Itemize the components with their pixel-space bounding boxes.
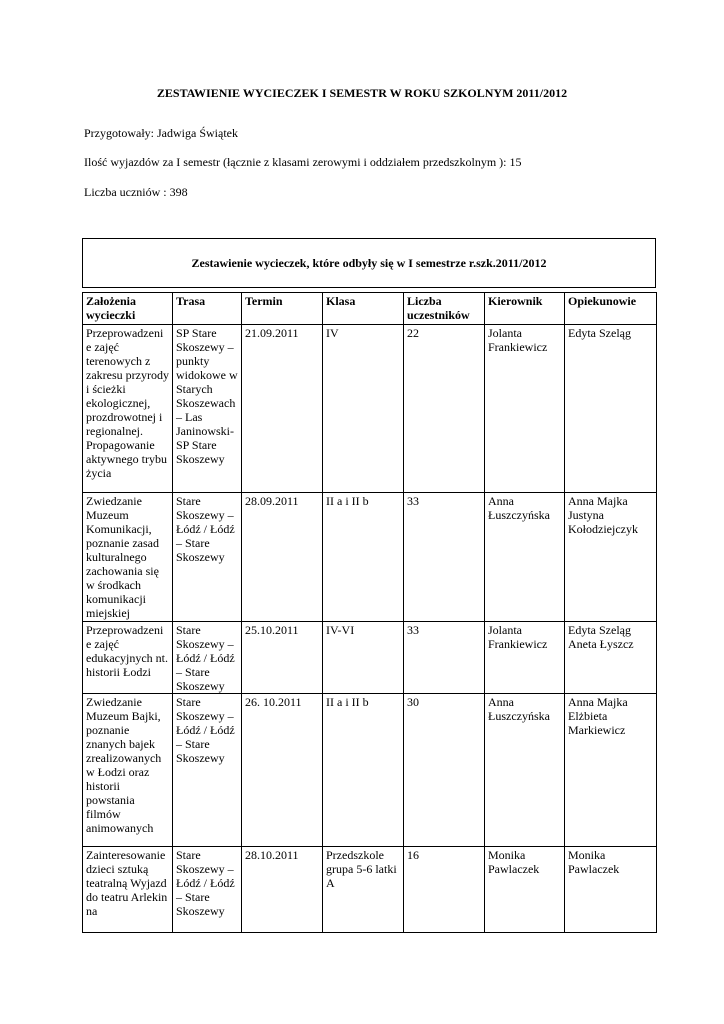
- prepared-by: Przygotowały: Jadwiga Świątek: [84, 126, 238, 140]
- cell-leader: Jolanta Frankiewicz: [485, 622, 565, 694]
- cell-date: 28.10.2011: [242, 847, 323, 933]
- header-participants: Liczba uczestników: [404, 293, 485, 325]
- header-leader: Kierownik: [485, 293, 565, 325]
- table-row: [83, 325, 657, 493]
- table-header-row: [83, 293, 657, 325]
- table-row: [83, 847, 657, 933]
- cell-class: II a i II b: [323, 493, 404, 622]
- cell-goals: Zainteresowanie dzieci sztuką teatralną Wyjazd do teatru Arlekin na: [83, 847, 173, 933]
- students-count: Liczba uczniów : 398: [84, 185, 188, 199]
- cell-guardians: Anna Majka Elżbieta Markiewicz: [565, 694, 657, 847]
- cell-participants: 33: [404, 493, 485, 622]
- document-title: ZESTAWIENIE WYCIECZEK I SEMESTR W ROKU SZKOLNYM 2011/2012: [156, 86, 568, 100]
- cell-class: II a i II b: [323, 694, 404, 847]
- cell-route: Stare Skoszewy – Łódź / Łódź – Stare Skoszewy: [173, 847, 242, 933]
- header-class: Klasa: [323, 293, 404, 325]
- cell-guardians: Edyta Szeląg: [565, 325, 657, 493]
- trips-count: Ilość wyjazdów za I semestr (łącznie z klasami zerowymi i oddziałem przedszkolnym ): 15: [84, 155, 522, 169]
- trips-table: [82, 292, 657, 933]
- table-row: [83, 622, 657, 694]
- header-route: Trasa: [173, 293, 242, 325]
- cell-leader: Anna Łuszczyńska: [485, 694, 565, 847]
- cell-route: SP Stare Skoszewy – punkty widokowe w Starych Skoszewach – Las Janinowski- SP Stare Skoszewy: [173, 325, 242, 493]
- table-row: [83, 694, 657, 847]
- cell-leader: Monika Pawlaczek: [485, 847, 565, 933]
- cell-route: Stare Skoszewy – Łódź / Łódź – Stare Skoszewy: [173, 493, 242, 622]
- cell-guardians: Anna Majka Justyna Kołodziejczyk: [565, 493, 657, 622]
- table-title: Zestawienie wycieczek, które odbyły się w I semestrze r.szk.2011/2012: [191, 256, 547, 270]
- header-goals: Założenia wycieczki: [83, 293, 173, 325]
- cell-participants: 33: [404, 622, 485, 694]
- cell-guardians: Monika Pawlaczek: [565, 847, 657, 933]
- header-date: Termin: [242, 293, 323, 325]
- cell-goals: Zwiedzanie Muzeum Komunikacji, poznanie zasad kulturalnego zachowania się w środkach komunikacji miejskiej: [83, 493, 173, 622]
- cell-route: Stare Skoszewy – Łódź / Łódź – Stare Skoszewy: [173, 622, 242, 694]
- cell-guardians: Edyta Szeląg Aneta Łyszcz: [565, 622, 657, 694]
- cell-class: IV-VI: [323, 622, 404, 694]
- cell-class: IV: [323, 325, 404, 493]
- header-guardians: Opiekunowie: [565, 293, 657, 325]
- cell-goals: Zwiedzanie Muzeum Bajki, poznanie znanych bajek zrealizowanych w Łodzi oraz historii powstania filmów animowanych: [83, 694, 173, 847]
- cell-date: 25.10.2011: [242, 622, 323, 694]
- cell-participants: 22: [404, 325, 485, 493]
- cell-leader: Anna Łuszczyńska: [485, 493, 565, 622]
- cell-goals: Przeprowadzeni e zajęć terenowych z zakresu przyrody i ścieżki ekologicznej, prozdrowotnej i regionalnej. Propagowanie aktywnego trybu życia: [83, 325, 173, 493]
- cell-participants: 16: [404, 847, 485, 933]
- cell-goals: Przeprowadzeni e zajęć edukacyjnych nt. historii Łodzi: [83, 622, 173, 694]
- table-title-box: [82, 238, 656, 288]
- cell-date: 26. 10.2011: [242, 694, 323, 847]
- cell-participants: 30: [404, 694, 485, 847]
- cell-route: Stare Skoszewy – Łódź / Łódź – Stare Skoszewy: [173, 694, 242, 847]
- cell-date: 28.09.2011: [242, 493, 323, 622]
- cell-class: Przedszkole grupa 5-6 latki A: [323, 847, 404, 933]
- cell-leader: Jolanta Frankiewicz: [485, 325, 565, 493]
- cell-date: 21.09.2011: [242, 325, 323, 493]
- table-row: [83, 493, 657, 622]
